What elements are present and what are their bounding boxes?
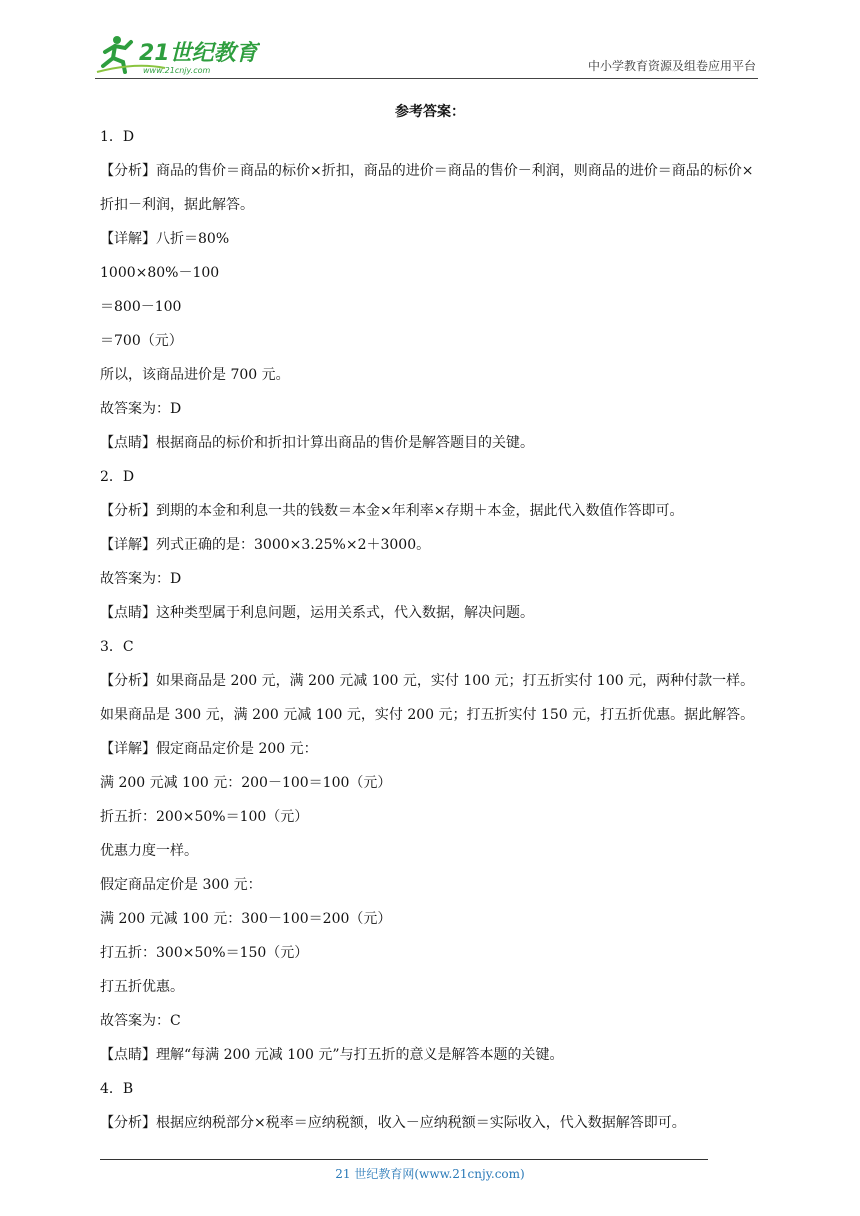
- answer-line: 【详解】列式正确的是：3000×3.25%×2＋3000。: [100, 537, 431, 553]
- answer-line: 【详解】八折＝80%: [100, 231, 230, 247]
- answer-line: 打五折优惠。: [100, 979, 184, 995]
- answer-line: 故答案为：D: [100, 401, 182, 417]
- answer-line: ＝800－100: [100, 299, 182, 315]
- answer-line: 【分析】商品的售价＝商品的标价×折扣，商品的进价＝商品的售价－利润，则商品的进价＝商品的标价×折扣－利润，据此解答。: [100, 163, 754, 213]
- logo: [95, 32, 260, 76]
- answer-line: 所以，该商品进价是 700 元。: [100, 367, 290, 383]
- footer-link[interactable]: 21 世纪教育网(www.21cnjy.com): [335, 1167, 525, 1181]
- answer-line: ＝700（元）: [100, 333, 183, 349]
- page-header: [95, 30, 758, 79]
- answer-line: 【点睛】这种类型属于利息问题，运用关系式，代入数据，解决问题。: [100, 605, 534, 621]
- answer-line: 优惠力度一样。: [100, 843, 198, 859]
- answer-line: 2．D: [100, 469, 135, 485]
- svg-text:21世纪教育: 21世纪教育: [139, 41, 258, 66]
- answer-line: 1．D: [100, 129, 135, 145]
- answer-line: 打五折：300×50%＝150（元）: [100, 945, 309, 961]
- answer-line: 假定商品定价是 300 元：: [100, 877, 262, 893]
- svg-text:www.21cnjy.com: www.21cnjy.com: [143, 66, 211, 75]
- answer-line: 满 200 元减 100 元：200－100＝100（元）: [100, 775, 392, 791]
- answer-line: 1000×80%－100: [100, 265, 220, 281]
- answer-line: 【点睛】理解“每满 200 元减 100 元”与打五折的意义是解答本题的关键。: [100, 1047, 564, 1063]
- footer-divider: [100, 1159, 708, 1160]
- answer-line: 如果商品是 300 元，满 200 元减 100 元，实付 200 元；打五折实付 150 元，打五折优惠。据此解答。: [100, 707, 755, 723]
- answer-line: 4．B: [100, 1081, 134, 1097]
- runner-logo-icon: [95, 32, 260, 76]
- answer-line: 【点睛】根据商品的标价和折扣计算出商品的售价是解答题目的关键。: [100, 435, 534, 451]
- page-title: 参考答案：: [395, 104, 465, 120]
- answer-line: 故答案为：D: [100, 571, 182, 587]
- answer-line: 【分析】如果商品是 200 元，满 200 元减 100 元，实付 100 元；打五折实付 100 元，两种付款一样。: [100, 673, 755, 689]
- answer-line: 【分析】根据应纳税部分×税率＝应纳税额，收入－应纳税额＝实际收入，代入数据解答即可。: [100, 1115, 686, 1131]
- platform-name: 中小学教育资源及组卷应用平台: [587, 59, 756, 73]
- answer-line: 3．C: [100, 639, 134, 655]
- answer-line: 【分析】到期的本金和利息一共的钱数＝本金×年利率×存期＋本金，据此代入数值作答即可。: [100, 503, 684, 519]
- answer-line: 折五折：200×50%＝100（元）: [100, 809, 309, 825]
- answer-line: 【详解】假定商品定价是 200 元：: [100, 741, 318, 757]
- answer-line: 满 200 元减 100 元：300－100＝200（元）: [100, 911, 392, 927]
- answer-content: [100, 127, 765, 1147]
- answer-line: 故答案为：C: [100, 1013, 181, 1029]
